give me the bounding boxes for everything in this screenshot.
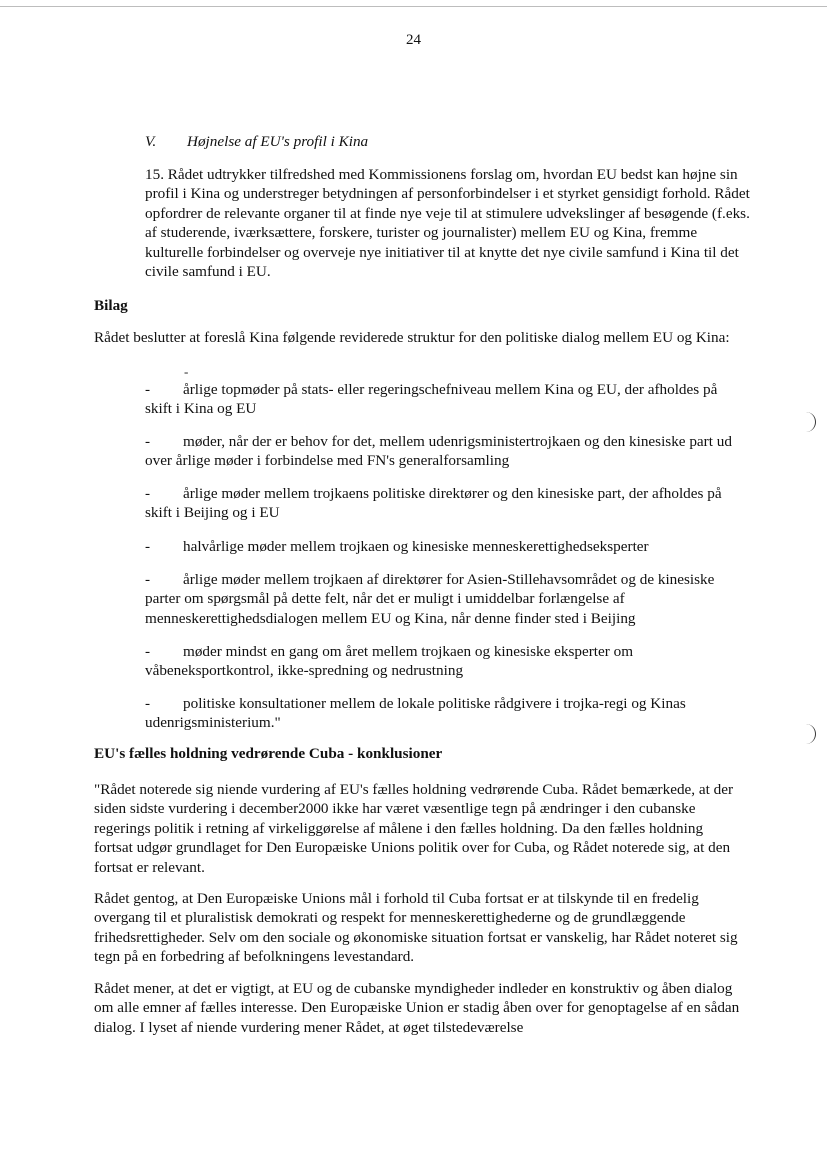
- cuba-paragraph: Rådet mener, at det er vigtigt, at EU og de cubanske myndigheder indleder en konstruktiv og åben dialog om alle emner af fælles interesse. Den Europæiske Union er stadig åben over for genoptagelse af en sådan dialog. I lyset af niende vurdering mener Rådet, at øget tilstedeværelse: [94, 980, 740, 1036]
- list-item-text: årlige møder mellem trojkaen af direktører for Asien-Stillehavsområdet og de kinesiske parter om spørgsmål på dette felt, når det er muligt i umiddelbar forlængelse af menneskerettighedsdialogen mellem EU og Kina, når denne finder sted i Beijing: [145, 571, 715, 627]
- bilag-list-item: [145, 537, 765, 556]
- list-item-text: møder, når der er behov for det, mellem udenrigsministertrojkaen og den kinesiske part ud over årlige møder i forbindelse med FN's generalforsamling: [145, 433, 732, 470]
- bilag-list-item: [145, 484, 740, 523]
- list-item-text: årlige topmøder på stats- eller regeringschefniveau mellem Kina og EU, der afholdes på skift i Kina og EU: [145, 381, 718, 418]
- list-dash: -: [145, 695, 151, 712]
- list-dash: -: [145, 571, 151, 588]
- list-item-text: politiske konsultationer mellem de lokale politiske rådgivere i trojka-regi og Kinas udenrigsministerium.": [145, 695, 686, 732]
- bilag-list-item: [145, 380, 735, 419]
- list-item-text: møder mindst en gang om året mellem trojkaen og kinesiske eksperter om våbeneksportkontrol, ikke-spredning og nedrustning: [145, 643, 634, 680]
- binding-hole-mark: [801, 412, 816, 432]
- list-dash: -: [145, 643, 151, 660]
- binding-hole-mark: [801, 724, 816, 744]
- bilag-list-item: [145, 432, 750, 471]
- list-item-text: halvårlige møder mellem trojkaen og kinesiske menneskerettighedseksperter: [183, 538, 649, 555]
- list-dash: -: [145, 433, 151, 450]
- list-dash: -: [145, 538, 151, 555]
- bilag-list-item: [145, 570, 750, 628]
- list-dash: -: [145, 381, 151, 398]
- stray-dash-mark: -: [184, 364, 189, 379]
- list-item-text: årlige møder mellem trojkaens politiske direktører og den kinesiske part, der afholdes på skift i Beijing og i EU: [145, 485, 722, 522]
- section-number: V.: [145, 133, 157, 150]
- section-heading: [145, 132, 368, 151]
- bilag-heading: Bilag: [94, 297, 128, 314]
- list-dash: -: [145, 485, 151, 502]
- page-number: 24: [406, 32, 421, 48]
- cuba-heading: EU's fælles holdning vedrørende Cuba - konklusioner: [94, 745, 443, 762]
- bilag-list-item: [145, 642, 725, 681]
- bilag-intro: Rådet beslutter at foreslå Kina følgende reviderede struktur for den politiske dialog mellem EU og Kina:: [94, 329, 730, 346]
- top-border-line: [0, 6, 827, 7]
- section-title: Højnelse af EU's profil i Kina: [187, 133, 369, 150]
- cuba-paragraph: Rådet gentog, at Den Europæiske Unions mål i forhold til Cuba fortsat er at tilskynde til en fredelig overgang til et pluralistisk demokrati og respekt for menneskerettighederne og de grundlæggende frihedsrettigheder. Selv om den sociale og økonomiske situation fortsat er vanskelig, har Rådet noteret sig tegn på en forbedring af befolkningens levestandard.: [94, 890, 738, 966]
- cuba-paragraph: "Rådet noterede sig niende vurdering af EU's fælles holdning vedrørende Cuba. Rådet bemærkede, at der siden sidste vurdering i december2000 ikke har været væsentlige tegn på ændringer i den cubanske regerings politik i retning af virkeliggørelse af målene i den fælles holdning. Da den fælles holdning fortsat udgør grundlaget for Den Europæiske Unions politik over for Cuba, og Rådet noterede sig, at den fortsat er relevant.: [94, 781, 734, 876]
- bilag-list-item: [145, 694, 745, 733]
- paragraph-15: 15. Rådet udtrykker tilfredshed med Kommissionens forslag om, hvordan EU bedst kan højne sin profil i Kina og understreger betydningen af personforbindelser i et styrket gensidigt forhold. Rådet opfordrer de relevante organer til at finde nye veje til at stimulere udvekslinger af besøgende (f.eks. af studerende, iværksættere, forskere, turister og journalister) mellem EU og Kina, fremme kulturelle forbindelser og overveje nye initiativer til at knytte det nye civile samfund i Kina til det civile samfund i EU.: [145, 166, 750, 281]
